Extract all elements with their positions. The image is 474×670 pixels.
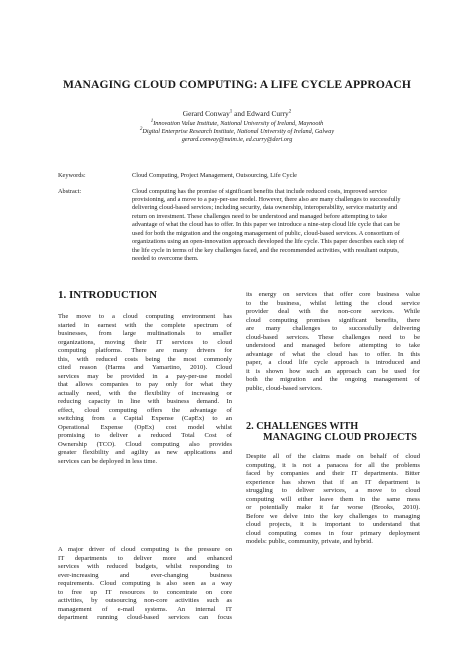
abstract-line: return on investment. These challenges need to be understood and managed before attempting to take xyxy=(132,212,387,220)
text-line: or potentially make it far worse (Brooks, 2010). xyxy=(246,504,420,511)
affiliation-text: Innovation Value Institute, National University of Ireland, Maynooth xyxy=(153,120,324,127)
text-line: Before we delve into the key challenges to managing xyxy=(246,512,420,520)
text-line: cited reason (Harms and Yamartino, 2010). Cloud xyxy=(58,364,232,371)
text-line: businesses, from large multinationals to smaller xyxy=(58,330,232,337)
affiliation-marker: 1 xyxy=(150,118,154,124)
abstract-line: organizations using an open-innovation approach developed the life cycle. This paper describes each step of xyxy=(132,238,405,246)
text-line: faced by companies and their IT departments. Bitter xyxy=(246,470,420,477)
abstract-line: advantage of what the cloud has to offer. In this paper we introduce a nine-step cloud life cycle that can be xyxy=(132,221,400,229)
text-line: services may be provided in a pay-per-use model xyxy=(58,372,232,380)
abstract-line: needed to overcome them. xyxy=(132,255,199,263)
text-line: The move to a cloud computing environment has xyxy=(58,313,232,320)
text-line: computing will either leave them in the same mess xyxy=(246,495,420,503)
section-heading-challenges-continued: MANAGING CLOUD PROJECTS xyxy=(263,432,417,443)
affiliation-line xyxy=(0,128,474,135)
abstract-text xyxy=(132,188,420,264)
text-line: Despite all of the claims made on behalf of cloud xyxy=(246,453,420,460)
abstract-line: the life cycle in terms of the key challenges faced, and the recommended activities, with resultant outputs, xyxy=(132,246,399,254)
text-line: public, cloud-based services. xyxy=(246,384,323,392)
affiliation-line xyxy=(0,120,474,127)
text-line: both the migration and the ongoing management of xyxy=(246,376,420,383)
author-affiliation-marker: 2 xyxy=(288,109,292,115)
text-line: Operational Expense (OpEx) cost model whilst xyxy=(58,423,232,431)
introduction-continued-paragraph xyxy=(246,291,420,393)
text-line: provider deal with the non-core services. While xyxy=(246,308,420,315)
text-line: models: public, community, private, and hybrid. xyxy=(246,538,373,545)
text-line: this, with reduced costs being the most commonly xyxy=(58,355,232,363)
text-line: switching from a Capital Expense (CapEx) to an xyxy=(58,415,232,422)
abstract-label: Abstract: xyxy=(58,188,82,195)
text-line: cloud-based services. These challenges need to be xyxy=(246,333,420,341)
text-line: it is shown how such an approach can be used for xyxy=(246,367,420,375)
text-line: services can be deployed in less time. xyxy=(58,457,158,465)
text-line: to free up IT resources to concentrate on core xyxy=(58,588,232,596)
text-line: ever-increasing and ever-changing business xyxy=(58,571,232,579)
text-line: services with reduced budgets, whilst responding to xyxy=(58,563,232,570)
text-line: Ownership (TCO). Cloud computing also provides xyxy=(58,440,232,448)
paper-title: MANAGING CLOUD COMPUTING: A LIFE CYCLE APPROACH xyxy=(62,78,411,91)
text-line: computing, it is not a panacea for all the problems xyxy=(246,461,420,469)
text-line: advantage of what the cloud has to offer. In this xyxy=(246,350,420,358)
author-conjunction: and xyxy=(234,109,245,118)
challenges-paragraph-1 xyxy=(246,453,420,547)
affiliation-marker: 2 xyxy=(139,126,143,132)
text-line: experience has shown that if an IT department is xyxy=(246,478,420,486)
text-line: promising to deliver a reduced Total Cost of xyxy=(58,432,232,439)
author-name: Edward Curry xyxy=(246,109,289,118)
abstract-line: provisioning, and a move to a pay-per-use model. However, there also are many challenges to successfully xyxy=(132,195,401,203)
text-line: effect, cloud computing offers the advantage of xyxy=(58,406,232,414)
abstract-line: Cloud computing has the promise of significant benefits that include reduced costs, improved service xyxy=(132,187,387,195)
text-line: computing platforms. There are many drivers for xyxy=(58,347,232,354)
keywords-text: Cloud Computing, Project Management, Outsourcing, Life Cycle xyxy=(132,172,297,179)
affiliation-text: Digital Enterprise Research Institute, National University of Ireland, Galway xyxy=(142,128,335,135)
text-line: started in earnest with the complete spectrum of xyxy=(58,321,232,329)
text-line: cloud computing comes in four primary deployment xyxy=(246,529,420,537)
text-line: requirements. Cloud computing is also seen as a way xyxy=(58,580,232,587)
text-line: management of e-mail systems. An internal IT xyxy=(58,605,232,613)
text-line: understood and managed before attempting to take xyxy=(246,342,420,349)
keywords-label: Keywords: xyxy=(58,172,86,179)
author-emails: gerard.conway@nuim.ie, ed.curry@deri.org xyxy=(181,136,293,143)
author-line xyxy=(0,109,474,118)
text-line: are many challenges to successfully delivering xyxy=(246,325,420,332)
text-line: A major driver of cloud computing is the pressure on xyxy=(58,546,232,553)
abstract-line: delivering cloud-based services; including security, data ownership, interoperability, service maturity and xyxy=(132,204,398,212)
author-name: Gerard Conway xyxy=(182,109,230,118)
introduction-paragraph-1 xyxy=(58,313,232,466)
section-heading-introduction: 1. INTRODUCTION xyxy=(58,289,158,301)
text-line: struggling to deliver services, a move to cloud xyxy=(246,487,420,494)
text-line: cloud computing promises significant benefits, there xyxy=(246,316,420,324)
text-line: its energy on services that offer core business value xyxy=(246,291,420,298)
author-affiliation-marker: 1 xyxy=(229,109,233,115)
text-line: actually need, with the flexibility of increasing or xyxy=(58,389,232,397)
text-line: greater flexibility and agility as new applications and xyxy=(58,449,232,456)
text-line: activities, by outsourcing non-core activities such as xyxy=(58,597,232,604)
abstract-line: used for both the migration and the ongoing management of public, cloud-based services. A consortium of xyxy=(132,229,400,237)
text-line: to the business, whilst letting the cloud service xyxy=(246,299,420,307)
text-line: organizations, moving their IT services to cloud xyxy=(58,338,232,346)
text-line: cloud projects, it is important to understand that xyxy=(246,521,420,528)
text-line: IT departments to deliver more and enhanced xyxy=(58,554,232,562)
text-line: department running cloud-based services can focus xyxy=(58,614,232,621)
text-line: that allows companies to pay only for what they xyxy=(58,381,232,388)
text-line: reducing capacity in line with business demand. In xyxy=(58,398,232,405)
introduction-paragraph-2 xyxy=(58,546,232,623)
text-line: paper, a cloud life cycle approach is introduced and xyxy=(246,359,420,366)
section-heading-challenges: 2. CHALLENGES WITH xyxy=(246,421,359,432)
